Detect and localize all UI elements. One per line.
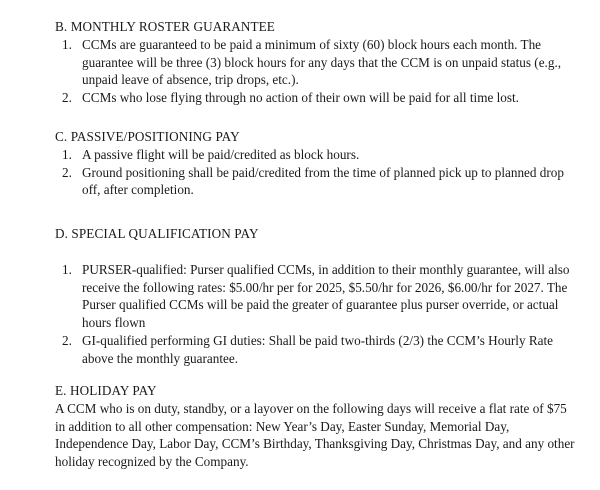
list-number: 1. xyxy=(62,261,72,277)
list-item xyxy=(55,36,575,89)
section-heading: D. SPECIAL QUALIFICATION PAY xyxy=(55,226,259,241)
section-special-qualification-pay xyxy=(55,225,575,368)
numbered-list xyxy=(55,261,575,368)
numbered-list xyxy=(55,146,575,199)
list-number: 2. xyxy=(62,90,72,106)
list-item-text: Ground positioning shall be paid/credited from the time of planned pick up to planned drop off, after completion. xyxy=(82,164,564,198)
section-monthly-roster-guarantee xyxy=(55,18,575,107)
list-item xyxy=(55,261,575,332)
list-item xyxy=(55,89,575,107)
list-item xyxy=(55,146,575,164)
list-number: 1. xyxy=(62,146,72,162)
list-item-text: GI-qualified performing GI duties: Shall be paid two-thirds (2/3) the CCM’s Hourly Rate above the monthly guarantee. xyxy=(82,332,554,366)
list-number: 1. xyxy=(62,36,72,52)
list-item-text: PURSER-qualified: Purser qualified CCMs, in addition to their monthly guarantee, will also receive the following rates: $5.00/hr per for 2025, $5.50/hr for 2026, $6.00/hr for 2027. The Purser qualified CCMs will be paid the greater of guarantee plus purser override, or actual hours flown xyxy=(82,261,570,331)
list-number: 2. xyxy=(62,164,72,180)
section-passive-positioning-pay xyxy=(55,128,575,199)
section-heading: E. HOLIDAY PAY xyxy=(55,383,157,398)
list-number: 2. xyxy=(62,332,72,348)
list-item-text: A passive flight will be paid/credited as block hours. xyxy=(82,146,360,162)
section-paragraph: A CCM who is on duty, standby, or a layover on the following days will receive a flat rate of $75 in addition to all other compensation: New Year’s Day, Easter Sunday, Memorial Day, Independence Day, Labor Day, CCM’s Birthday, Thanksgiving Day, Christmas Day, and any other holiday recognized by the Company. xyxy=(55,400,575,470)
list-item xyxy=(55,332,575,368)
list-item-text: CCMs are guaranteed to be paid a minimum of sixty (60) block hours each month. The guarantee will be three (3) block hours for any days that the CCM is on unpaid status (e.g., unpaid leave of absence, trip drops, etc.). xyxy=(82,36,562,88)
numbered-list xyxy=(55,36,575,107)
section-heading: C. PASSIVE/POSITIONING PAY xyxy=(55,129,240,144)
list-item-text: CCMs who lose flying through no action of their own will be paid for all time lost. xyxy=(82,90,519,106)
section-holiday-pay xyxy=(55,382,575,471)
list-item xyxy=(55,164,575,200)
section-heading: B. MONTHLY ROSTER GUARANTEE xyxy=(55,19,275,34)
